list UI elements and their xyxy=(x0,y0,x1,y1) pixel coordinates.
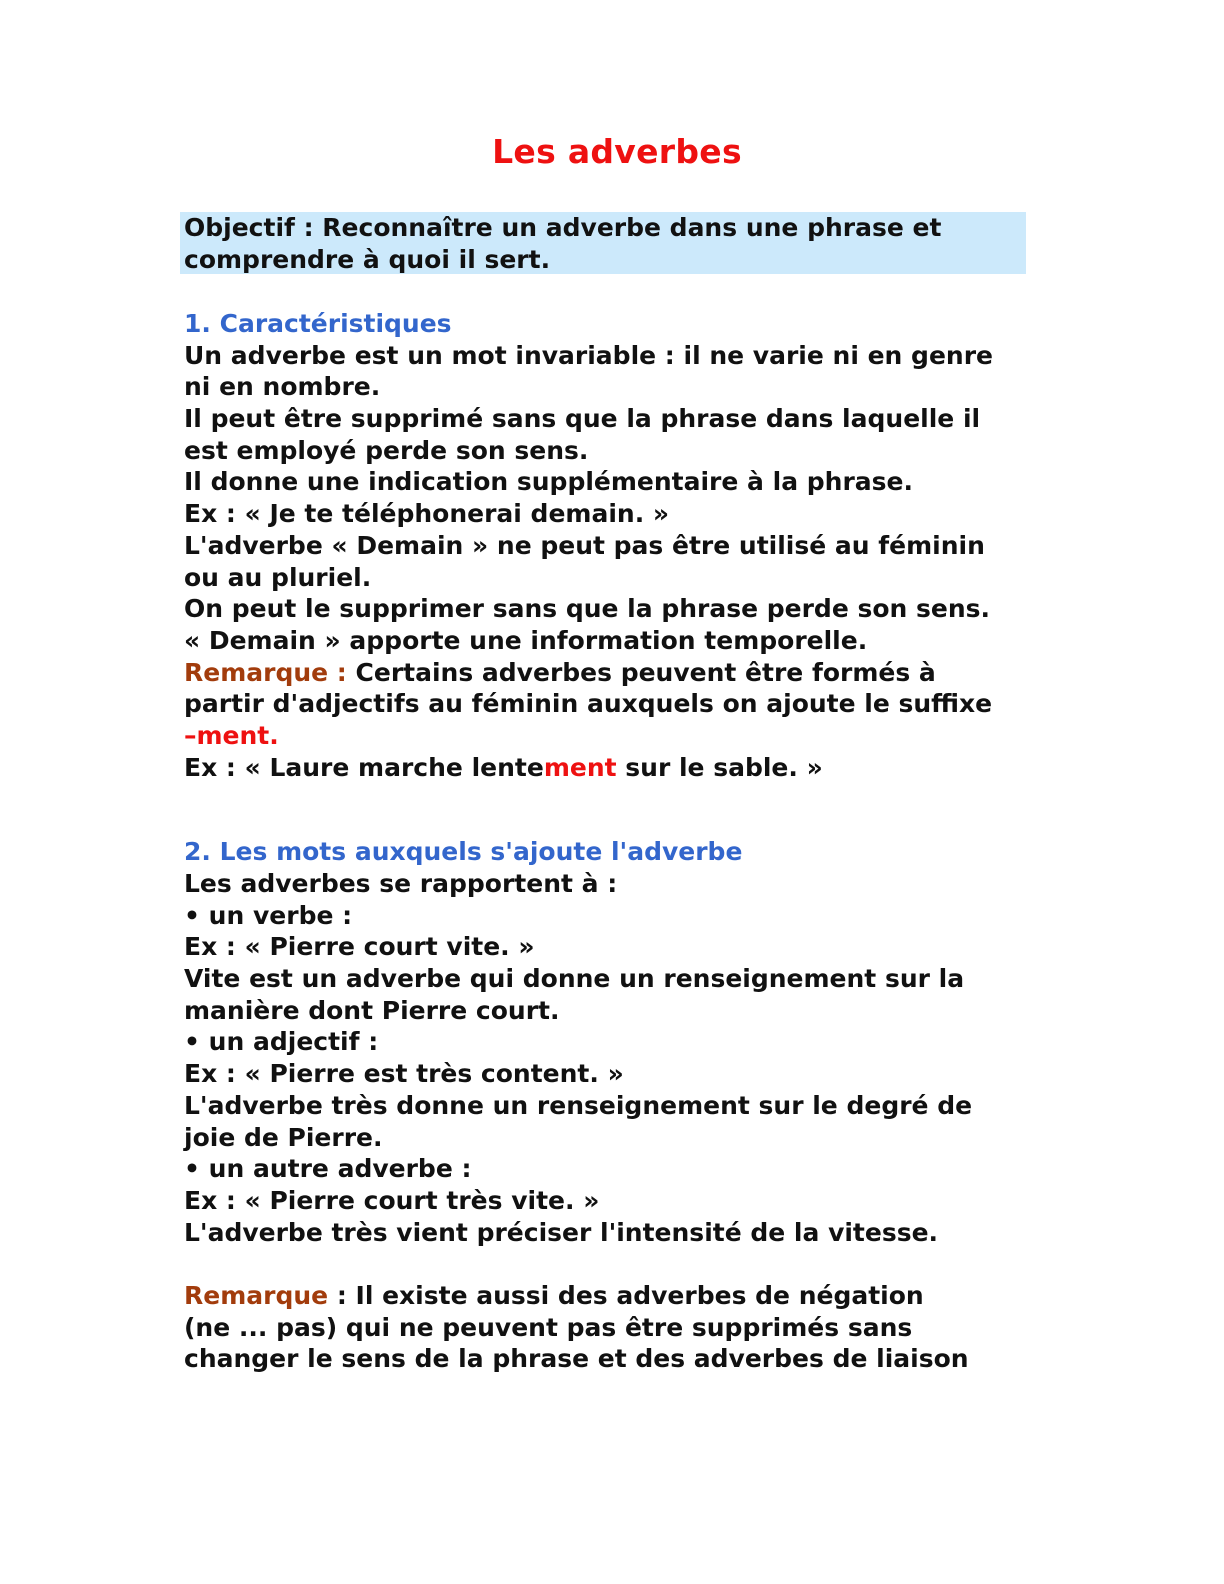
bullet-item: • un verbe : xyxy=(184,900,353,930)
remark-line xyxy=(184,1280,1064,1312)
paragraph-line: L'adverbe « Demain » ne peut pas être utilisé au féminin xyxy=(184,530,985,560)
paragraph-line: manière dont Pierre court. xyxy=(184,995,560,1025)
paragraph-line: partir d'adjectifs au féminin auxquels on ajoute le suffixe xyxy=(184,689,993,719)
paragraph-line: Les adverbes se rapportent à : xyxy=(184,869,618,898)
paragraph-line: joie de Pierre. xyxy=(184,1122,383,1152)
example-line: Ex : « Je te téléphonerai demain. » xyxy=(184,499,670,529)
section-heading: 2. Les mots auxquels s'ajoute l'adverbe xyxy=(184,837,743,867)
objective-line: comprendre à quoi il sert. xyxy=(184,245,551,274)
objective-box xyxy=(184,212,1044,276)
paragraph-line: Il peut être supprimé sans que la phrase dans laquelle il xyxy=(184,404,981,434)
paragraph-line: Vite est un adverbe qui donne un renseignement sur la xyxy=(184,964,965,994)
page-title: Les adverbes xyxy=(492,132,742,171)
paragraph-line: est employé perde son sens. xyxy=(184,435,589,465)
paragraph-line: ou au pluriel. xyxy=(184,562,372,592)
example-line: Ex : « Pierre court très vite. » xyxy=(184,1185,600,1215)
document-body xyxy=(184,308,1064,1375)
remark-label: Remarque : xyxy=(184,657,347,687)
paragraph-line: L'adverbe très donne un renseignement sur le degré de xyxy=(184,1090,973,1120)
example-line: Ex : « Pierre court vite. » xyxy=(184,932,535,962)
section-heading: 1. Caractéristiques xyxy=(184,309,452,338)
bullet-item: • un autre adverbe : xyxy=(184,1154,472,1184)
paragraph-line: Il donne une indication supplémentaire à la phrase. xyxy=(184,467,913,497)
remark-text: : Il existe aussi des adverbes de négation xyxy=(328,1280,924,1310)
paragraph-line: changer le sens de la phrase et des adverbes de liaison xyxy=(184,1344,969,1374)
paragraph-line: « Demain » apporte une information temporelle. xyxy=(184,625,868,655)
remark-text: Certains adverbes peuvent être formés à xyxy=(346,657,936,687)
example-line: Ex : « Pierre est très content. » xyxy=(184,1059,624,1089)
paragraph-line: ni en nombre. xyxy=(184,372,381,402)
paragraph-line: (ne ... pas) qui ne peuvent pas être supprimés sans xyxy=(184,1312,913,1342)
example-text: Ex : « Laure marche lente xyxy=(184,752,544,782)
remark-line xyxy=(184,657,1064,689)
suffix-highlight: ment xyxy=(543,752,617,782)
example-text: sur le sable. » xyxy=(616,752,823,782)
paragraph-line: On peut le supprimer sans que la phrase perde son sens. xyxy=(184,594,991,624)
objective-line: Objectif : Reconnaître un adverbe dans une phrase et xyxy=(184,213,942,242)
paragraph-line: Un adverbe est un mot invariable : il ne varie ni en genre xyxy=(184,340,993,370)
suffix-highlight: –ment. xyxy=(184,720,279,750)
example-line xyxy=(184,752,1064,784)
remark-label: Remarque xyxy=(184,1280,329,1310)
bullet-item: • un adjectif : xyxy=(184,1027,379,1057)
paragraph-line: L'adverbe très vient préciser l'intensité de la vitesse. xyxy=(184,1217,939,1247)
